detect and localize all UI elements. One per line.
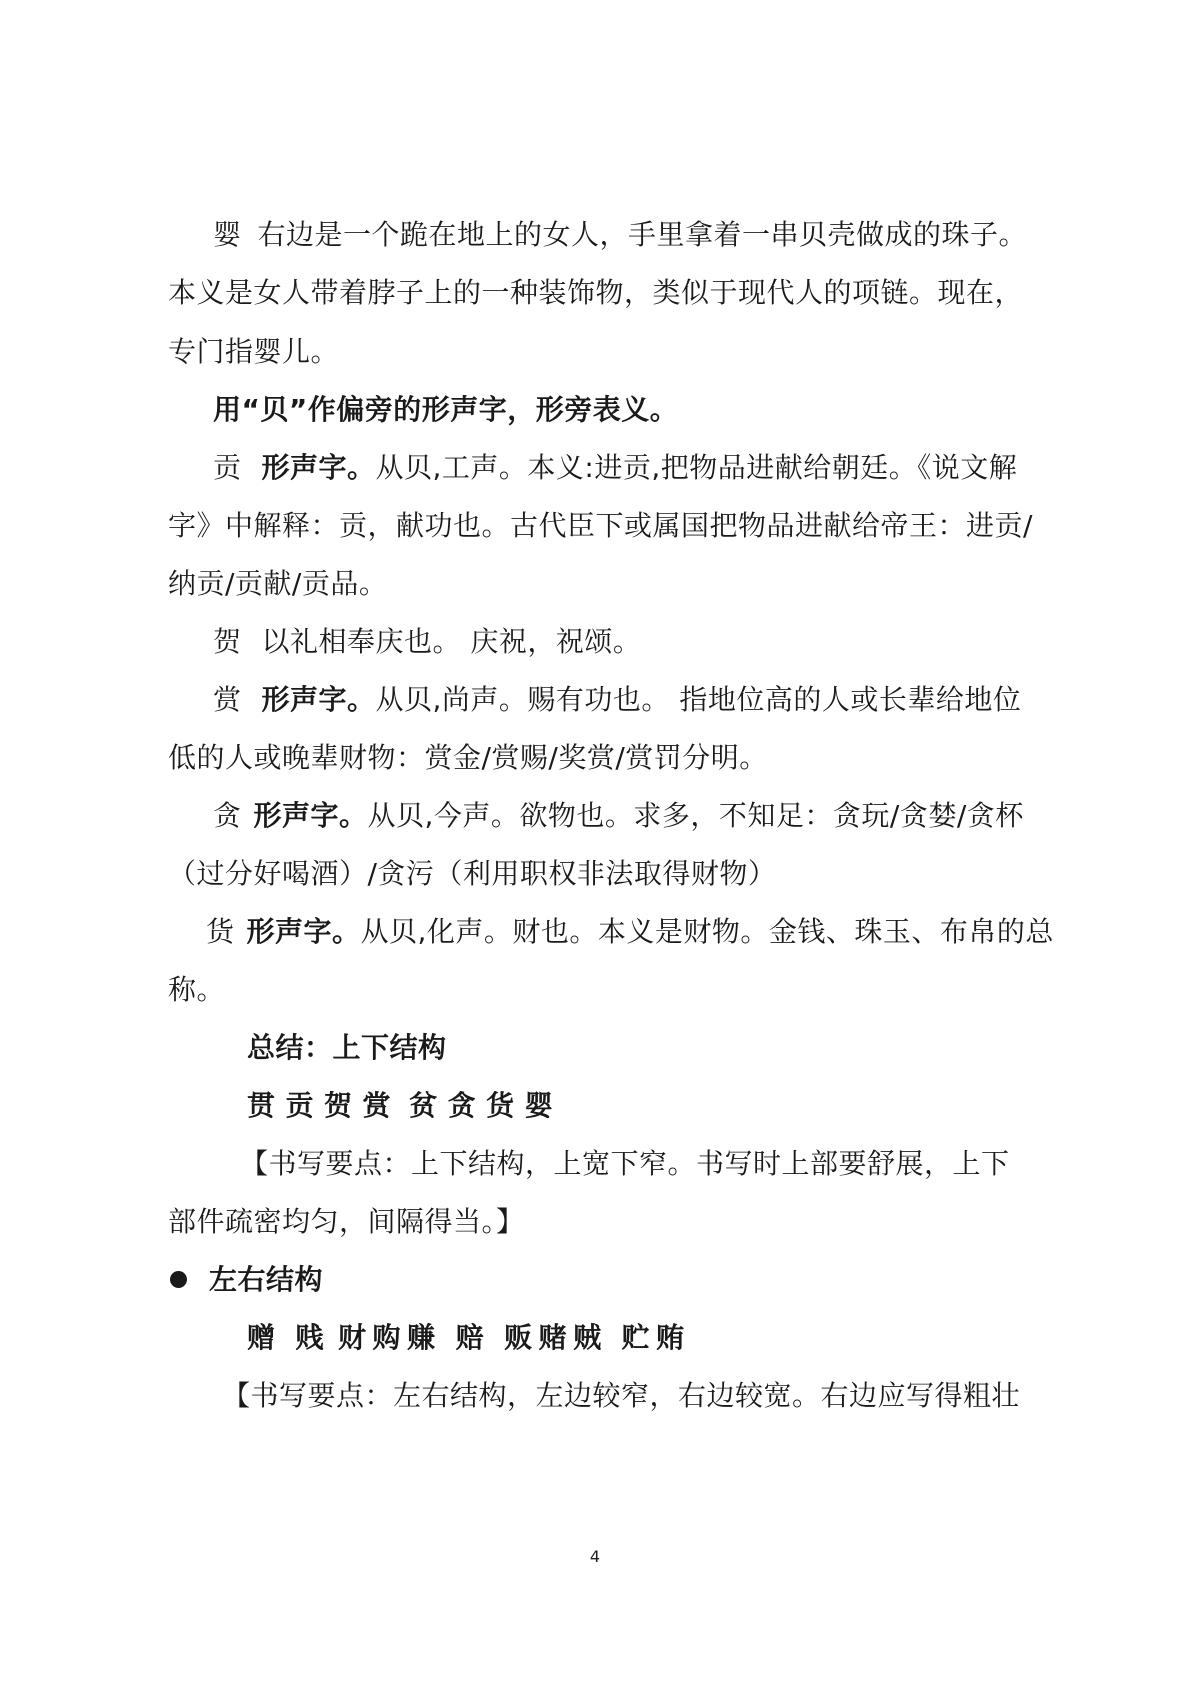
char-ying: 婴 (213, 218, 242, 251)
left-right-char: 贿 (656, 1321, 685, 1354)
paragraph-gong-line3: 纳贡/贡献/贡品。 (168, 567, 388, 600)
paragraph-huo-line1 (206, 912, 1054, 952)
shang-text-1: 从贝,尚声。赐有功也。 指地位高的人或长辈给地位 (375, 683, 1022, 716)
writing-tip-1-line2: 部件疏密均匀，间隔得当。】 (168, 1205, 525, 1238)
paragraph-shang-line2: 低的人或晚辈财物：赏金/赏赐/奖赏/赏罚分明。 (168, 741, 768, 774)
section-heading-bei: 用“贝”作偏旁的形声字，形旁表义。 (213, 393, 679, 426)
left-right-char: 贼 (573, 1321, 602, 1354)
char-shang: 赏 (213, 683, 242, 716)
left-right-char: 赚 (407, 1321, 436, 1354)
gong-text-1: 从贝,工声。本义:进贡,把物品进献给朝廷。《说文解 (375, 451, 1018, 484)
summary-char: 货 (486, 1089, 515, 1122)
summary-char: 贺 (324, 1089, 353, 1122)
paragraph-gong-line2: 字》中解释：贡，献功也。古代臣下或属国把物品进献给帝王：进贡/ (168, 509, 1033, 542)
char-he: 贺 (213, 625, 242, 658)
summary-char: 贡 (285, 1089, 315, 1122)
section-left-right (170, 1260, 323, 1300)
summary-char: 婴 (524, 1089, 554, 1122)
paragraph-tan-line1 (213, 796, 1024, 836)
char-huo: 货 (206, 915, 235, 948)
huo-text-1: 从贝,化声。财也。本义是财物。金钱、珠玉、布帛的总 (360, 915, 1054, 948)
section-left-right-heading: 左右结构 (209, 1263, 324, 1296)
shang-label: 形声字。 (261, 683, 376, 716)
left-right-char: 贮 (621, 1321, 651, 1354)
summary-char: 赏 (362, 1089, 392, 1122)
paragraph-ying-line2: 本义是女人带着脖子上的一种装饰物，类似于现代人的项链。现在， (168, 276, 1024, 309)
left-right-chars (247, 1318, 685, 1358)
paragraph-gong-line1 (213, 448, 1017, 488)
bullet-icon (170, 1271, 187, 1288)
paragraph-shang-line1 (213, 680, 1021, 720)
summary-chars (247, 1086, 553, 1126)
paragraph-huo-line2: 称。 (168, 973, 226, 1006)
left-right-char: 赠 (247, 1321, 276, 1354)
summary-char: 贫 (409, 1089, 438, 1122)
writing-tip-1-line1: 【书写要点：上下结构，上宽下窄。书写时上部要舒展，上下 (240, 1147, 1010, 1180)
paragraph-tan-line2: （过分好喝酒）/贪污（利用职权非法取得财物） (168, 857, 777, 890)
left-right-char: 赔 (455, 1321, 485, 1354)
char-tan: 贪 (213, 799, 242, 832)
gong-label: 形声字。 (261, 451, 376, 484)
writing-tip-2-line1: 【书写要点：左右结构，左边较窄，右边较宽。右边应写得粗壮 (222, 1379, 1021, 1412)
summary-heading: 总结：上下结构 (247, 1031, 447, 1064)
paragraph-he-line1 (213, 622, 641, 662)
left-right-char: 贩 (504, 1321, 533, 1354)
page-number: 4 (589, 1547, 601, 1566)
ying-text-1: 右边是一个跪在地上的女人，手里拿着一串贝壳做成的珠子。 (257, 218, 1028, 251)
paragraph-ying-line3: 专门指婴儿。 (168, 335, 340, 368)
paragraph-ying-line1 (213, 215, 1027, 255)
summary-char: 贯 (247, 1089, 276, 1122)
left-right-char: 赌 (538, 1321, 568, 1354)
left-right-char: 财 (338, 1321, 367, 1354)
left-right-char: 购 (372, 1321, 402, 1354)
left-right-char: 贱 (295, 1321, 325, 1354)
tan-text-1: 从贝,今声。欲物也。求多，不知足：贪玩/贪婪/贪杯 (367, 799, 1024, 832)
summary-char: 贪 (447, 1089, 477, 1122)
he-text-1: 以礼相奉庆也。 庆祝，祝颂。 (261, 625, 642, 658)
tan-label: 形声字。 (253, 799, 368, 832)
huo-label: 形声字。 (246, 915, 361, 948)
char-gong: 贡 (213, 451, 242, 484)
